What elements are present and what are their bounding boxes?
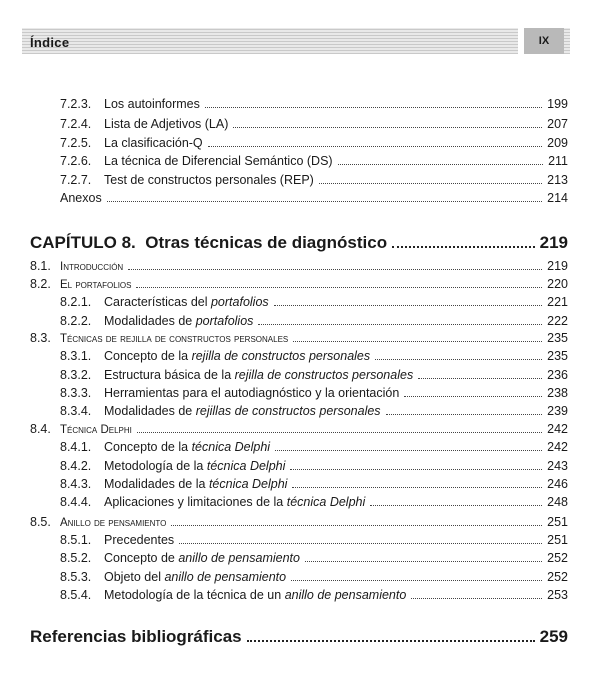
leader-dots bbox=[275, 450, 542, 451]
entry-page: 207 bbox=[547, 117, 568, 131]
entry-page: 242 bbox=[547, 422, 568, 436]
toc-entry bbox=[60, 532, 568, 548]
entry-number: 8.5.3. bbox=[60, 570, 92, 584]
leader-dots bbox=[293, 341, 542, 342]
chapter-page: 219 bbox=[539, 233, 568, 252]
references-title: Referencias bibliográficas bbox=[30, 627, 242, 646]
entry-page: 242 bbox=[547, 440, 568, 454]
entry-label: Modalidades de portafolios bbox=[104, 314, 254, 328]
entry-label: Herramientas para el autodiagnóstico y la orientación bbox=[104, 386, 400, 400]
toc-entry-anexos bbox=[60, 190, 568, 206]
leader-dots bbox=[305, 561, 542, 562]
entry-number: 8.4.1. bbox=[60, 440, 92, 454]
leader-dots bbox=[392, 246, 535, 248]
references-heading bbox=[30, 626, 568, 648]
entry-number: 7.2.3. bbox=[60, 97, 92, 111]
entry-label: Técnica Delphi bbox=[60, 424, 132, 436]
entry-page: 236 bbox=[547, 368, 568, 382]
leader-dots bbox=[208, 146, 542, 147]
running-head-title: Índice bbox=[30, 35, 70, 50]
entry-label: La clasificación-Q bbox=[104, 136, 203, 150]
entry-label: Concepto de anillo de pensamiento bbox=[104, 551, 300, 565]
entry-page: 209 bbox=[547, 136, 568, 150]
entry-page: 243 bbox=[547, 459, 568, 473]
entry-label: Anexos bbox=[60, 191, 102, 205]
entry-number: 7.2.7. bbox=[60, 173, 92, 187]
entry-number: 8.4.3. bbox=[60, 477, 92, 491]
leader-dots bbox=[418, 378, 542, 379]
entry-page: 253 bbox=[547, 588, 568, 602]
leader-dots bbox=[233, 127, 542, 128]
entry-number: 7.2.4. bbox=[60, 117, 92, 131]
leader-dots bbox=[137, 432, 542, 433]
leader-dots bbox=[107, 201, 542, 202]
toc-entry bbox=[60, 135, 568, 151]
entry-number: 8.5.4. bbox=[60, 588, 92, 602]
entry-number: 8.4.2. bbox=[60, 459, 92, 473]
leader-dots bbox=[370, 505, 542, 506]
entry-number: 8.4. bbox=[30, 422, 51, 436]
entry-page: 248 bbox=[547, 495, 568, 509]
entry-label: Modalidades de rejillas de constructos personales bbox=[104, 404, 381, 418]
toc-entry bbox=[60, 96, 568, 112]
entry-page: 214 bbox=[547, 191, 568, 205]
toc-entry bbox=[60, 439, 568, 455]
entry-label: Aplicaciones y limitaciones de la técnica Delphi bbox=[104, 495, 366, 509]
entry-number: 8.1. bbox=[30, 259, 51, 273]
leader-dots bbox=[179, 543, 542, 544]
entry-label: Estructura básica de la rejilla de constructos personales bbox=[104, 368, 414, 382]
leader-dots bbox=[375, 359, 542, 360]
entry-number: 8.4.4. bbox=[60, 495, 92, 509]
entry-label: Introducción bbox=[60, 261, 124, 273]
toc-entry bbox=[60, 550, 568, 566]
entry-label: Metodología de la técnica de un anillo de pensamiento bbox=[104, 588, 407, 602]
entry-page: 220 bbox=[547, 277, 568, 291]
entry-page: 251 bbox=[547, 533, 568, 547]
leader-dots bbox=[171, 525, 542, 526]
entry-page: 219 bbox=[547, 259, 568, 273]
toc-section bbox=[30, 258, 568, 275]
entry-label: Concepto de la técnica Delphi bbox=[104, 440, 271, 454]
leader-dots bbox=[274, 305, 542, 306]
leader-dots bbox=[247, 640, 535, 642]
entry-label: Precedentes bbox=[104, 533, 175, 547]
toc-entry bbox=[60, 494, 568, 510]
leader-dots bbox=[386, 414, 543, 415]
entry-label: La técnica de Diferencial Semántico (DS) bbox=[104, 154, 333, 168]
toc-entry bbox=[60, 116, 568, 132]
entry-label: Metodología de la técnica Delphi bbox=[104, 459, 286, 473]
chapter-title: CAPÍTULO 8. Otras técnicas de diagnóstico bbox=[30, 233, 388, 252]
toc-entry bbox=[60, 294, 568, 310]
leader-dots bbox=[258, 324, 542, 325]
leader-dots bbox=[338, 164, 543, 165]
entry-page: 246 bbox=[547, 477, 568, 491]
toc-entry bbox=[60, 367, 568, 383]
leader-dots bbox=[290, 469, 542, 470]
entry-number: 8.3.4. bbox=[60, 404, 92, 418]
entry-page: 213 bbox=[547, 173, 568, 187]
leader-dots bbox=[404, 396, 542, 397]
toc-entry bbox=[60, 153, 568, 169]
entry-page: 238 bbox=[547, 386, 568, 400]
entry-number: 8.5.2. bbox=[60, 551, 92, 565]
toc-entry bbox=[60, 348, 568, 364]
toc-section bbox=[30, 514, 568, 531]
entry-label: Concepto de la rejilla de constructos personales bbox=[104, 349, 371, 363]
entry-label: Lista de Adjetivos (LA) bbox=[104, 117, 229, 131]
entry-number: 8.2.2. bbox=[60, 314, 92, 328]
leader-dots bbox=[205, 107, 542, 108]
entry-number: 8.5. bbox=[30, 515, 51, 529]
entry-page: 235 bbox=[547, 349, 568, 363]
toc-entry bbox=[60, 385, 568, 401]
leader-dots bbox=[291, 580, 542, 581]
toc-section bbox=[30, 330, 568, 347]
entry-label: Características del portafolios bbox=[104, 295, 269, 309]
entry-page: 199 bbox=[547, 97, 568, 111]
leader-dots bbox=[136, 287, 542, 288]
toc-entry bbox=[60, 587, 568, 603]
entry-page: 211 bbox=[548, 154, 568, 168]
leader-dots bbox=[292, 487, 542, 488]
toc-entry bbox=[60, 172, 568, 188]
toc-entry bbox=[60, 313, 568, 329]
entry-page: 222 bbox=[547, 314, 568, 328]
entry-page: 239 bbox=[547, 404, 568, 418]
toc-section bbox=[30, 276, 568, 293]
references-page: 259 bbox=[539, 627, 568, 646]
entry-number: 8.3.2. bbox=[60, 368, 92, 382]
entry-label: Modalidades de la técnica Delphi bbox=[104, 477, 288, 491]
entry-label: Anillo de pensamiento bbox=[60, 517, 167, 529]
entry-number: 8.2.1. bbox=[60, 295, 92, 309]
entry-label: El portafolios bbox=[60, 279, 132, 291]
entry-page: 252 bbox=[547, 551, 568, 565]
entry-number: 7.2.5. bbox=[60, 136, 92, 150]
toc-entry bbox=[60, 458, 568, 474]
entry-page: 235 bbox=[547, 331, 568, 345]
entry-page: 221 bbox=[547, 295, 568, 309]
leader-dots bbox=[411, 598, 542, 599]
toc-section bbox=[30, 421, 568, 438]
entry-page: 252 bbox=[547, 570, 568, 584]
entry-number: 8.5.1. bbox=[60, 533, 92, 547]
entry-label: Objeto del anillo de pensamiento bbox=[104, 570, 287, 584]
toc-entry bbox=[60, 403, 568, 419]
entry-number: 7.2.6. bbox=[60, 154, 92, 168]
entry-label: Técnicas de rejilla de constructos personales bbox=[60, 333, 289, 345]
entry-number: 8.2. bbox=[30, 277, 51, 291]
leader-dots bbox=[319, 183, 542, 184]
entry-page: 251 bbox=[547, 515, 568, 529]
toc-entry bbox=[60, 476, 568, 492]
entry-label: Test de constructos personales (REP) bbox=[104, 173, 314, 187]
entry-label: Los autoinformes bbox=[104, 97, 200, 111]
leader-dots bbox=[128, 269, 542, 270]
chapter-heading bbox=[30, 232, 568, 254]
entry-number: 8.3.3. bbox=[60, 386, 92, 400]
page-number: IX bbox=[524, 28, 564, 54]
entry-number: 8.3. bbox=[30, 331, 51, 345]
entry-number: 8.3.1. bbox=[60, 349, 92, 363]
toc-entry bbox=[60, 569, 568, 585]
